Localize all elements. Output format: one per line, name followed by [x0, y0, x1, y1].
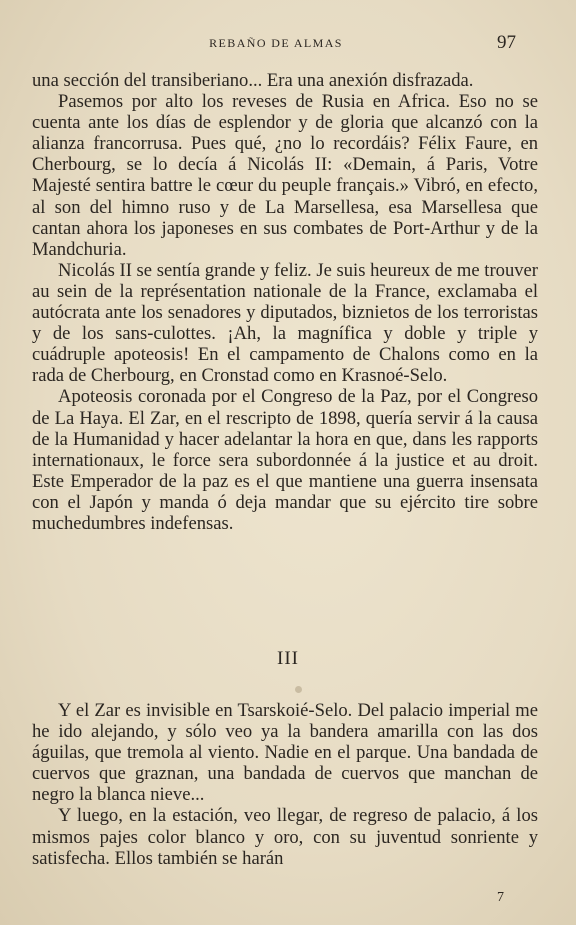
- running-head: [32, 32, 520, 54]
- paragraph-1: una sección del transiberiano... Era una anexión disfrazada.: [32, 70, 474, 91]
- ornament-dot: [295, 686, 302, 693]
- running-title: REBAÑO DE ALMAS: [209, 36, 343, 50]
- section-paragraph-1: Y el Zar es invisible en Tsarskoié-Selo. Del palacio imperial me he ido alejando, y sólo veo ya la bandera amarilla con las dos águilas, que tremola al viento. Nadie en el parque. Una bandada de cuervos que graznan, una bandada de cuervos que manchan de negro la blanca nieve...: [32, 700, 538, 806]
- signature-mark: 7: [497, 890, 504, 905]
- paragraph-3: Nicolás II se sentía grande y feliz. Je suis heureux de me trouver au sein de la représentation nationale de la France, exclamaba el autócrata ante los senadores y diputados, biznietos de los terroristas y de los sans-culottes. ¡Ah, la magnífica y doble y triple y cuádruple apoteosis! En el campamento de Chalons como en la rada de Cherbourg, en Cronstad como en Krasnoé-Selo.: [32, 259, 538, 387]
- page-number: 97: [497, 32, 516, 53]
- paragraph-4: Apoteosis coronada por el Congreso de la Paz, por el Congreso de La Haya. El Zar, en el rescripto de 1898, quería servir á la causa de la Humanidad y hacer adelantar la hora en que, dans les rapports internationaux, le force sera subordonnée á la justice et au droit. Este Emperador de la paz es el que mantiene una guerra insensata con el Japón y manda ó deja mandar que su ejército tire sobre muchedumbres indefensas.: [32, 386, 538, 534]
- body-text: [32, 70, 538, 534]
- section-heading: III: [277, 648, 299, 669]
- section-paragraph-2: Y luego, en la estación, veo llegar, de regreso de palacio, á los mismos pajes color blanco y oro, con su juventud sonriente y satisfecha. Ellos también se harán: [32, 805, 538, 869]
- section-text: [32, 700, 538, 869]
- paragraph-2: Pasemos por alto los reveses de Rusia en Africa. Eso no se cuenta ante los días de esplendor y de gloria que alcanzó con la alianza francorrusa. Pues qué, ¿no lo recordáis? Félix Faure, en Cherbourg, se lo decía á Nicolás II: «Demain, á Paris, Votre Majesté sentira battre le cœur du peuple français.» Vibró, en efecto, al son del himno ruso y de La Marsellesa, esa Marsellesa que cantan ahora los japoneses en sus combates de Port-Arthur y de la Mandchuria.: [32, 91, 538, 260]
